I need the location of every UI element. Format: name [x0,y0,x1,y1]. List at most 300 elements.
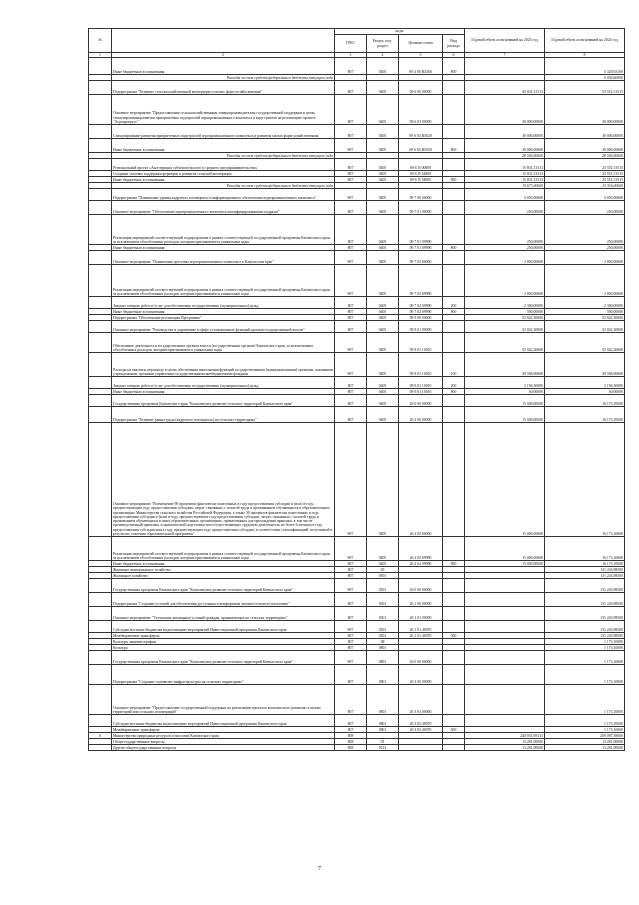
row-vid: 100 [443,353,465,377]
col-number-8: 8 [545,53,625,58]
row-vol-2024: 131 243,98500 [545,573,625,579]
row-vol-2023: 2 800,00000 [465,265,545,297]
row-razdel: 0405 [367,159,399,171]
row-number [89,377,112,389]
row-statya: 26 1 01 00000 [399,607,443,621]
table-row [89,58,625,75]
row-razdel: 0405 [367,215,399,245]
row-vol-2024: 30 000,00000 [545,125,625,139]
row-vol-2023: 13 281,00000 [465,739,545,745]
row-vol-2024: 131 243,98500 [545,593,625,607]
row-razdel: 0405 [367,251,399,265]
row-razdel: 05 [367,567,399,573]
row-name: Иные бюджетные ассигнования [112,58,335,75]
row-number [89,58,112,75]
col-number-3: 3 [335,53,367,58]
row-vol-2024: 13 281,00000 [545,739,625,745]
row-name: Закупка товаров, работ и услуг для обеспечения государственных (муниципальных) нужд [112,377,335,389]
row-statya: 09 7 01 00000 [399,201,443,215]
row-grbs: 807 [335,727,367,733]
row-vol-2023: 500,00000 [465,309,545,315]
row-vid [443,651,465,665]
row-name: Реализация мероприятий соответствующей подпрограммы в рамках соответствующей государственной программы Камчатского края, за исключением обособленных расходов, которым присваиваются уникальные коды [112,215,335,245]
row-razdel: 0501 [367,633,399,639]
row-razdel: 0405 [367,377,399,389]
row-statya [399,745,443,751]
row-grbs: 807 [335,567,367,573]
table-row [89,81,625,95]
col-header-razdel: Раздел, под-раздел [367,35,399,53]
row-statya: 26 0 00 00000 [399,395,443,407]
row-vid [443,715,465,727]
row-statya: 26 1 01 40070 [399,633,443,639]
row-vid: 200 [443,297,465,309]
row-vol-2023: 52 822,30000 [465,333,545,353]
row-razdel: 0405 [367,321,399,333]
row-vol-2024: 131 243,98500 [545,621,625,633]
row-vid [443,201,465,215]
row-name: Субсидии местным бюджетам на реализацию мероприятий Инвестиционной программы Камчатского края [112,715,335,727]
row-vol-2024: 209 097,38000 [545,733,625,739]
row-razdel: 0405 [367,309,399,315]
row-number [89,665,112,685]
row-grbs: 807 [335,95,367,125]
row-razdel: 0405 [367,407,399,423]
row-grbs: 807 [335,215,367,245]
row-razdel: 0801 [367,651,399,665]
col-number-7: 7 [465,53,545,58]
row-vol-2023: 15 000,00000 [465,537,545,561]
col-header-codes: коды [335,29,465,35]
row-vol-2023: 13 281,00000 [465,745,545,751]
col-number-2: 2 [112,53,335,58]
row-number [89,537,112,561]
table-row [89,321,625,333]
row-number [89,651,112,665]
row-vol-2024: 3 194,30000 [545,377,625,389]
row-vol-2024: 28 500,00000 [545,153,625,159]
row-statya: 26 2 02 09990 [399,537,443,561]
row-statya: 09 7 02 09990 [399,297,443,309]
row-name: Основное мероприятие "Возмещение 90 процентов фактически понесенных в году предоставления субсидии и (или) в году, предшествующем году предоставления субсидии, затрат, связанных с оплатой труда и проживанием обучающихся в образовательных организациях Министерства сельского хозяйства Российской Федерации, а также 30 процентов фактически понесенных в году предоставления субсидии и (или) в году, предшествующем году предоставления субсидии, затрат, связанных с оплатой труда и проживанием обучающихся в иных образовательных организациях, привлеченных для прохождения практики, в том числе производственной практики, и практической подготовки или осуществляющих трудовую деятельность не более 6 месяцев в году предоставления субсидии или в году, предшествующем году предоставления субсидии, в соответствии с квалификацией, полученной в результате освоения образовательной программы" [112,423,335,537]
row-vid [443,621,465,633]
row-vid [443,537,465,561]
row-number [89,395,112,407]
row-vid [443,395,465,407]
row-number [89,297,112,309]
row-grbs: 807 [335,251,367,265]
row-number [89,621,112,633]
col-number-6: 6 [443,53,465,58]
row-vid [443,125,465,139]
table-header [89,29,625,58]
table-row [89,297,625,309]
row-vol-2023 [465,621,545,633]
row-grbs: 807 [335,125,367,139]
row-statya: 09 7 00 00000 [399,189,443,201]
table-row [89,651,625,665]
row-razdel: 0405 [367,201,399,215]
row-vol-2024: 131 243,98500 [545,607,625,621]
row-grbs: 808 [335,739,367,745]
table-row [89,95,625,125]
row-razdel: 0501 [367,607,399,621]
row-statya: 26 0 00 00000 [399,579,443,593]
row-name: Межбюджетные трансферты [112,633,335,639]
row-number [89,715,112,727]
row-name: Иные бюджетные ассигнования [112,309,335,315]
row-number [89,423,112,537]
row-razdel: 0501 [367,593,399,607]
row-vol-2023: 15 831,31313 [465,159,545,171]
col-number-5: 5 [399,53,443,58]
row-statya: 26 3 03 40070 [399,715,443,727]
row-grbs: 807 [335,651,367,665]
row-statya: 09 6 03 R5020 [399,139,443,153]
row-vol-2023: 250,00000 [465,215,545,245]
col-header-grbs: ГРБС [335,35,367,53]
row-number [89,81,112,95]
row-vid [443,189,465,201]
table-row [89,685,625,715]
row-vol-2024: 250,00000 [545,215,625,245]
row-razdel: 01 [367,739,399,745]
row-vol-2023: 15 000,00000 [465,423,545,537]
row-vid [443,745,465,751]
row-grbs: 807 [335,139,367,153]
row-grbs: 807 [335,665,367,685]
row-grbs: 807 [335,537,367,561]
row-vol-2024: 30 000,00000 [545,95,625,125]
row-statya: 09 9 01 10010 [399,389,443,395]
row-name: Жилищное хозяйство [112,573,335,579]
row-grbs: 807 [335,177,367,183]
row-name: Жилищно-коммунальное хозяйство [112,567,335,573]
row-razdel: 0801 [367,665,399,685]
row-grbs: 807 [335,315,367,321]
row-grbs: 807 [335,265,367,297]
row-razdel: 0501 [367,573,399,579]
row-vol-2023 [465,685,545,715]
row-grbs: 807 [335,81,367,95]
row-number [89,579,112,593]
row-number: 6 [89,733,112,739]
row-vid [443,579,465,593]
row-number [89,407,112,423]
row-number [89,745,112,751]
row-vol-2023: 45 831,31313 [465,81,545,95]
row-name: Реализация мероприятий соответствующей подпрограммы в рамках соответствующей государственной программы Камчатского края, за исключением обособленных расходов, которым присваиваются уникальные коды [112,537,335,561]
row-vol-2023: 15 831,31313 [465,177,545,183]
row-grbs: 807 [335,633,367,639]
col-header-name [112,29,335,53]
row-grbs: 807 [335,407,367,423]
row-vid [443,215,465,245]
row-number [89,125,112,139]
row-vol-2023: 15 000,00000 [465,395,545,407]
row-grbs: 808 [335,733,367,739]
row-razdel: 0405 [367,395,399,407]
col-header-vid: Вид расхода [443,35,465,53]
row-name: Основное мероприятие "Руководство и управление в сфере установленных функций органов государственной власти" [112,321,335,333]
row-vid: 500 [443,727,465,733]
row-grbs: 807 [335,171,367,177]
row-grbs: 808 [335,745,367,751]
row-vol-2023 [465,579,545,593]
row-vol-2023: 2 300,00000 [465,297,545,309]
row-name: Другие общегосударственные вопросы [112,745,335,751]
row-statya: 09 7 02 09990 [399,309,443,315]
row-name: Основное мероприятие "Повышение престижа агропромышленного комплекса в Камчатском крае" [112,251,335,265]
row-name: Государственная программа Камчатского края "Комплексное развитие сельских территорий Камчатского края" [112,579,335,593]
row-name: Подпрограмма "Развитие сельскохозяйственной кооперации и малых форм хозяйствования" [112,81,335,95]
row-razdel: 0405 [367,537,399,561]
row-statya: 26 2 02 09990 [399,561,443,567]
row-statya: 09 9 01 10010 [399,377,443,389]
row-grbs: 807 [335,621,367,633]
row-name: Иные бюджетные ассигнования [112,389,335,395]
row-vid [443,265,465,297]
row-statya: 09 9 01 10010 [399,333,443,353]
row-grbs: 807 [335,715,367,727]
table-row [89,579,625,593]
row-statya: 09 6 I5 54800 [399,177,443,183]
table-row [89,621,625,633]
row-number [89,265,112,297]
row-razdel: 0405 [367,95,399,125]
row-grbs: 807 [335,333,367,353]
budget-sheet [88,28,624,751]
row-razdel: 0501 [367,579,399,593]
row-name: Основное мероприятие "Предоставление сельскохозяйственным товаропроизводителям государственной поддержки в целях стимулирования развития приоритетных подотраслей агропромышленного комплекса в виде грантов на реализацию проекта "Агропрогресс" [112,95,335,125]
row-vol-2024: 1 173,10000 [545,665,625,685]
row-razdel: 0405 [367,315,399,321]
row-number [89,685,112,715]
row-grbs: 807 [335,309,367,315]
row-name: Субсидии местным бюджетам на реализацию мероприятий Инвестиционной программы Камчатского края [112,621,335,633]
row-name: Подпрограмма "Обеспечение реализации Программы" [112,315,335,321]
row-statya: 09 6 I5 00000 [399,159,443,171]
row-razdel: 0405 [367,125,399,139]
row-number [89,95,112,125]
row-number [89,139,112,153]
row-grbs: 807 [335,159,367,171]
row-grbs: 807 [335,377,367,389]
row-vol-2024: 16 173,10000 [545,423,625,537]
row-grbs: 807 [335,245,367,251]
row-vol-2024: 16 173,10000 [545,537,625,561]
row-statya: 09 9 00 00000 [399,315,443,321]
row-number [89,333,112,353]
row-statya: 26 1 00 00000 [399,593,443,607]
row-grbs: 807 [335,645,367,651]
row-name: Закупка товаров, работ и услуг для обеспечения государственных (муниципальных) нужд [112,297,335,309]
row-vol-2024: 13 281,00000 [545,745,625,751]
row-number [89,201,112,215]
table-row [89,407,625,423]
row-name: Иные бюджетные ассигнования [112,139,335,153]
table-row [89,125,625,139]
row-vid [443,251,465,265]
table-row [89,215,625,245]
row-vol-2024: 16 173,10000 [545,407,625,423]
row-grbs: 807 [335,353,367,377]
row-razdel: 0113 [367,745,399,751]
row-vol-2024: 1 173,10000 [545,639,625,645]
row-vol-2024: 16 173,10000 [545,395,625,407]
table-row [89,201,625,215]
row-statya: 09 6 I5 54800 [399,171,443,177]
row-vol-2024: 23 551,51515 [545,159,625,171]
row-vid: 800 [443,389,465,395]
col-header-vol-2023: Годовой объем ассигнований на 2023 год [465,29,545,53]
row-grbs: 807 [335,201,367,215]
row-vol-2024: 53 551,51515 [545,81,625,95]
row-name: Основное мероприятие "Обеспечение агропромышленного комплекса квалифицированными кадрами" [112,201,335,215]
row-statya: 09 6 03 00000 [399,95,443,125]
row-number [89,607,112,621]
row-vol-2024: 52 822,30000 [545,315,625,321]
row-vid [443,685,465,715]
row-vol-2023: 15 673,00000 [465,183,545,189]
row-vol-2023: 60,00000 [465,389,545,395]
row-vol-2024: 2 800,00000 [545,265,625,297]
row-grbs: 807 [335,389,367,395]
row-razdel: 0801 [367,645,399,651]
row-vol-2024: 23 316,00000 [545,183,625,189]
row-name: Иные бюджетные ассигнования [112,245,335,251]
row-name: Расходы за счет средств федерального бюджета текущего года [112,153,335,159]
row-statya: 26 0 00 00000 [399,651,443,665]
row-vol-2024: 131 243,98500 [545,579,625,593]
row-vol-2023: 30 000,00000 [465,139,545,153]
row-name: Государственная программа Камчатского края "Комплексное развитие сельских территорий Камчатского края" [112,395,335,407]
row-statya: 26 2 02 00000 [399,423,443,537]
row-razdel: 0405 [367,389,399,395]
row-vid [443,81,465,95]
table-body [89,58,625,751]
row-vid: 200 [443,377,465,389]
row-name: Государственная программа Камчатского края "Комплексное развитие сельских территорий Камчатского края" [112,651,335,665]
row-vol-2024: 23 551,51515 [545,171,625,177]
row-name: Иные бюджетные ассигнования [112,177,335,183]
row-vol-2023 [465,715,545,727]
row-vol-2023: 52 822,30000 [465,321,545,333]
table-row [89,353,625,377]
row-name: Расходы за счет средств федерального бюджета текущего года [112,183,335,189]
row-vid [443,95,465,125]
row-vol-2024: 5 320,63160 [545,58,625,75]
table-row [89,139,625,153]
row-razdel: 0405 [367,353,399,377]
row-grbs: 807 [335,395,367,407]
row-vol-2023 [465,58,545,75]
row-grbs: 807 [335,573,367,579]
row-statya: 09 4 06 R4360 [399,58,443,75]
row-vid [443,593,465,607]
table-row [89,715,625,727]
row-grbs: 807 [335,58,367,75]
row-grbs: 807 [335,593,367,607]
row-grbs: 807 [335,189,367,201]
row-grbs: 807 [335,423,367,537]
table-row [89,665,625,685]
row-name: Культура [112,645,335,651]
row-vol-2024: 60,00000 [545,389,625,395]
row-vol-2023: 3 194,30000 [465,377,545,389]
row-razdel: 0405 [367,58,399,75]
row-number [89,321,112,333]
row-grbs: 807 [335,639,367,645]
row-vol-2024: 1 173,10000 [545,645,625,651]
row-grbs: 807 [335,579,367,593]
row-name: Основное мероприятие "Улучшение жилищных условий граждан, проживающих на сельских территориях" [112,607,335,621]
row-razdel: 0405 [367,245,399,251]
row-grbs: 807 [335,607,367,621]
row-vol-2024: 52 822,30000 [545,321,625,333]
row-vid: 800 [443,58,465,75]
row-grbs: 807 [335,297,367,309]
row-statya: 09 7 01 09990 [399,215,443,245]
table-row [89,423,625,537]
budget-table [88,28,625,751]
row-vol-2023: 30 000,00000 [465,125,545,139]
table-row [89,395,625,407]
row-vol-2024: 2 300,00000 [545,297,625,309]
row-razdel: 0405 [367,189,399,201]
row-vid: 800 [443,177,465,183]
row-statya: 09 7 02 09990 [399,265,443,297]
row-razdel: 0405 [367,423,399,537]
table-row [89,251,625,265]
col-header-vol-2024: Годовой объем ассигнований на 2024 год [545,29,625,53]
col-number-1: 1 [89,53,112,58]
row-vid [443,665,465,685]
row-name: Общегосударственные вопросы [112,739,335,745]
row-razdel: 0405 [367,177,399,183]
row-vol-2023: 30 000,00000 [465,95,545,125]
row-number [89,189,112,201]
row-statya: 26 3 03 00000 [399,685,443,715]
row-vol-2023: 28 500,00000 [465,153,545,159]
row-vol-2023: 52 822,30000 [465,315,545,321]
row-razdel: 0405 [367,265,399,297]
row-razdel: 0801 [367,727,399,733]
row-name: Стимулирование развития приоритетных подотраслей агропромышленного комплекса и развития малых форм хозяйствования [112,125,335,139]
table-row [89,537,625,561]
row-vol-2024: 23 551,51515 [545,177,625,183]
page-number: 7 [318,866,321,872]
row-name: Иные бюджетные ассигнования [112,561,335,567]
row-vol-2024: 5 054,60000 [545,75,625,81]
row-statya: 26 3 00 00000 [399,665,443,685]
row-razdel: 0801 [367,685,399,715]
row-vid: 800 [443,561,465,567]
row-vol-2024: 131 243,98500 [545,567,625,573]
row-vol-2023: 15 000,00000 [465,407,545,423]
row-vol-2023 [465,651,545,665]
row-name: Межбюджетные трансферты [112,727,335,733]
row-razdel: 0501 [367,621,399,633]
row-vol-2023 [465,607,545,621]
row-statya: 09 9 01 00000 [399,321,443,333]
row-name: Подпрограмма "Создание условий для обеспечения доступным и комфортным жильем сельского населения" [112,593,335,607]
row-statya: 26 2 00 00000 [399,407,443,423]
row-name: Культура, кинематография [112,639,335,645]
table-row [89,265,625,297]
row-statya: 09 6 00 00000 [399,81,443,95]
row-vid: 800 [443,139,465,153]
